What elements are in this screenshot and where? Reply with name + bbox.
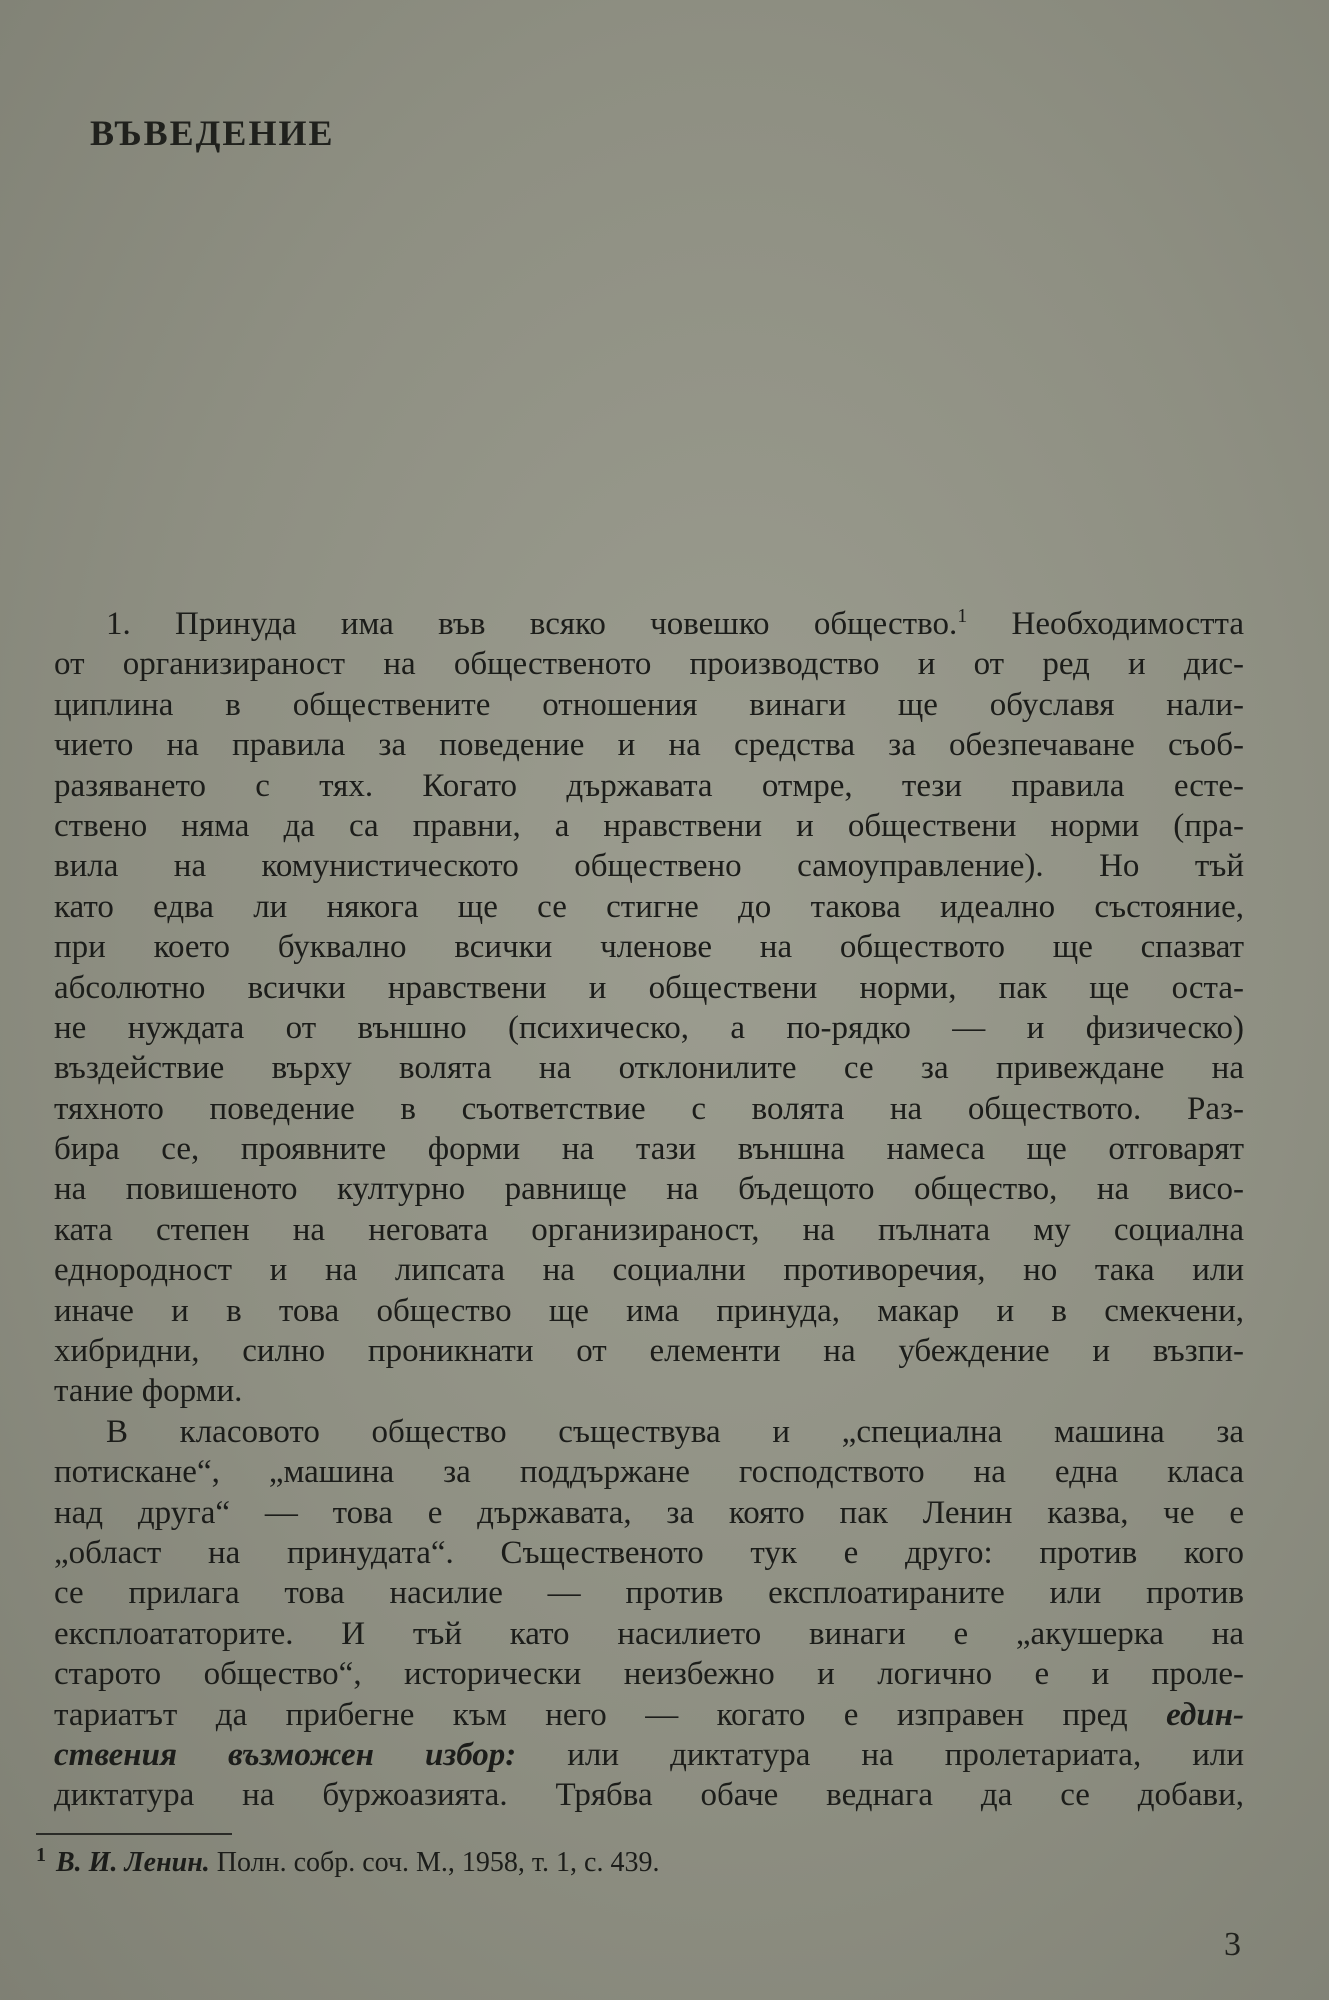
text-line: се прилага това насилие — против експлоатираните или против [54,1575,1244,1612]
text-segment: тариатът да прибегне към него — когато е изправен пред [54,1696,1167,1733]
text-line: при което буквално всички членове на обществото ще спазват [54,929,1244,966]
text-line: въздействие върху волята на отклонилите се за привеждане на [54,1050,1244,1087]
text-segment: 1. Принуда има във всяко човешко общество. [106,606,958,642]
footnote-citation: Полн. собр. соч. М., 1958, т. 1, с. 439. [209,1847,660,1878]
text-line: вила на комунистическото обществено самоуправление). Но тъй [54,848,1244,885]
text-line: тание форми. [54,1373,243,1410]
text-line [54,1735,1244,1775]
text-line: диктатура на буржоазията. Трябва обаче веднага да се добави, [54,1777,1244,1814]
text-line: експлоататорите. И тъй като насилието винаги е „акушерка на [54,1615,1244,1652]
text-line: разяването с тях. Когато държавата отмре, тези правила есте- [54,767,1244,804]
text-line: на повишеното културно равнище на бъдещото общество, на висо- [54,1171,1244,1208]
text-line: чието на правила за поведение и на средства за обезпечаване съоб- [54,727,1244,764]
text-line: абсолютно всички нравствени и обществени норми, пак ще оста- [54,969,1244,1006]
footnote-divider [36,1833,232,1835]
footnote-marker: 1 [36,1844,46,1866]
emphasized-text: един- [1166,1696,1244,1733]
footnote-reference: 1 [957,605,968,627]
page-number: 3 [1224,1926,1241,1963]
text-segment: или диктатура на пролетариата, или [516,1736,1244,1773]
text-line: не нуждата от външно (психическо, а по-рядко — и физическо) [54,1009,1244,1046]
chapter-heading: ВЪВЕДЕНИЕ [90,113,335,153]
text-line: старото общество“, исторически неизбежно и логично е и проле- [54,1656,1244,1693]
text-line: над друга“ — това е държавата, за която пак Ленин казва, че е [54,1494,1244,1531]
text-line: циплина в обществените отношения винаги ще обуславя нали- [54,686,1244,723]
text-segment: Необходимостта [967,606,1244,642]
text-line: хибридни, силно проникнати от елементи на убеждение и възпи- [54,1333,1244,1370]
text-line: бира се, проявните форми на тази външна намеса ще отговарят [54,1131,1244,1168]
text-line: от организираност на общественото производство и от ред и дис- [54,646,1244,683]
emphasized-text: ствения възможен избор: [54,1736,517,1773]
text-line: като едва ли някога ще се стигне до такова идеално състояние, [54,888,1244,925]
footnote [36,1844,660,1879]
text-line [54,1695,1244,1735]
footnote-author: В. И. Ленин. [56,1847,210,1878]
text-line [54,604,1244,644]
body-text [54,604,1244,1816]
text-line: „област на принудата“. Същественото тук е друго: против кого [54,1534,1244,1571]
text-line: еднородност и на липсата на социални противоречия, но така или [54,1252,1244,1289]
text-line: иначе и в това общество ще има принуда, макар и в смекчени, [54,1292,1244,1329]
text-line: ствено няма да са правни, а нравствени и обществени норми (пра- [54,807,1244,844]
text-line: тяхното поведение в съответствие с волята на обществото. Раз- [54,1090,1244,1127]
text-line: потискане“, „машина за поддържане господството на една класа [54,1454,1244,1491]
text-line: ката степен на неговата организираност, на пълната му социална [54,1211,1244,1248]
text-line: В класовото общество съществува и „специална машина за [106,1413,1244,1450]
